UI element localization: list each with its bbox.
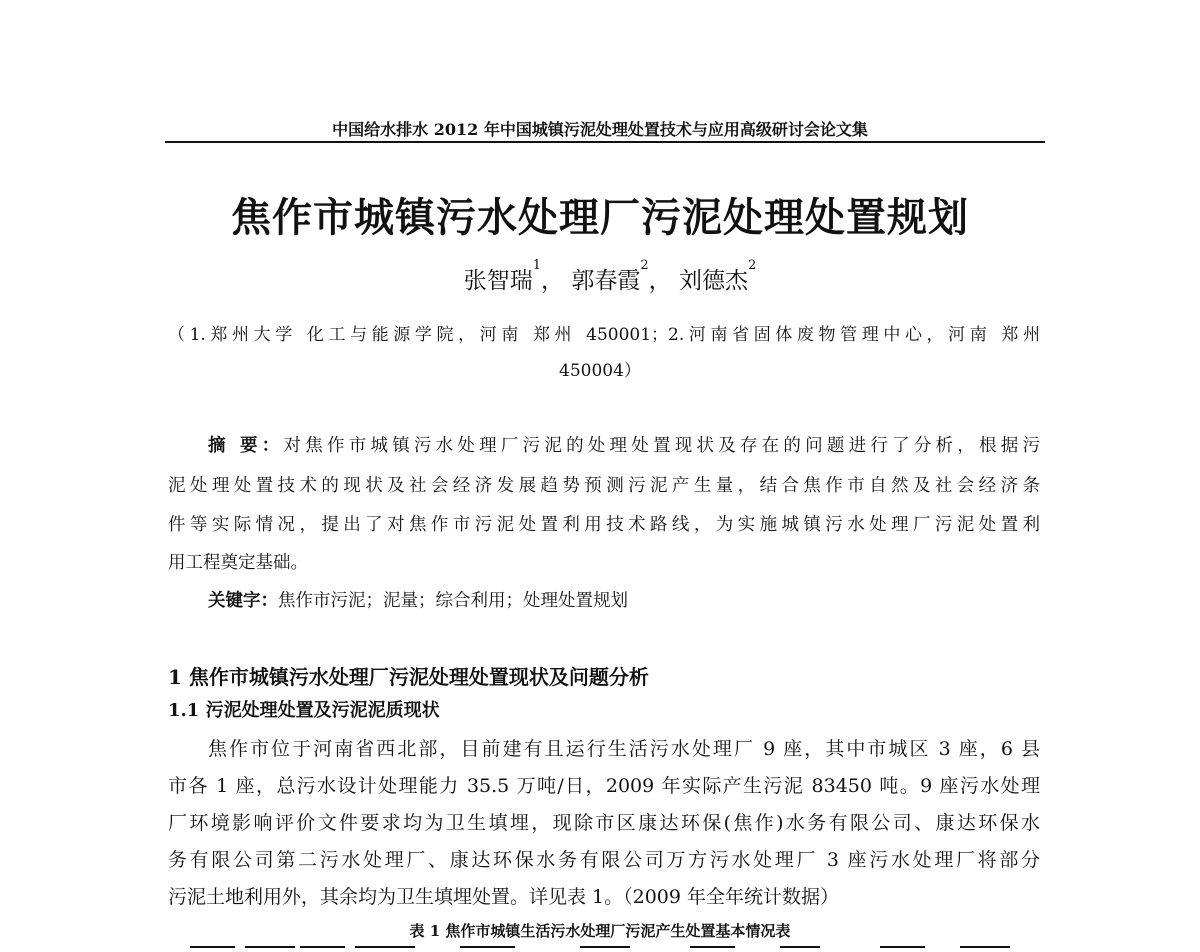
abstract-line (208, 432, 1040, 457)
author-name: 刘德杰 (678, 268, 748, 294)
author-name: 郭春霞 (571, 268, 641, 294)
author-separator: ， (541, 268, 565, 294)
running-header: 中国给水排水 2012 年中国城镇污泥处理处置技术与应用高级研讨会论文集 (332, 120, 868, 139)
body-line: 厂环境影响评价文件要求均为卫生填埋，现除市区康达环保(焦作)水务有限公司、康达环保水 (168, 812, 1040, 834)
keywords-text: 焦作市污泥；泥量；综合利用；处理处置规划 (278, 591, 628, 611)
table-top-rule (245, 946, 295, 948)
author-affiliation-mark: 2 (747, 258, 757, 273)
author-list (0, 258, 1200, 295)
abstract-text: 对焦作市城镇污水处理厂污泥的处理处置现状及存在的问题进行了分析，根据污 (283, 436, 1040, 456)
affiliation-line: 450004） (559, 361, 641, 381)
author-affiliation-mark: 1 (532, 258, 542, 273)
abstract-line: 泥处理处置技术的现状及社会经济发展趋势预测污泥产生量，结合焦作市自然及社会经济条 (168, 476, 1040, 496)
author-separator: ， (648, 268, 672, 294)
keywords-label: 关键字： (208, 591, 278, 611)
subsection-heading: 1.1 污泥处理处置及污泥泥质现状 (168, 700, 440, 721)
table-top-rule (690, 946, 735, 948)
table-caption: 表 1 焦作市城镇生活污水处理厂污泥产生处置基本情况表 (409, 922, 791, 940)
table-top-rule (960, 946, 1010, 948)
body-line: 市各 1 座，总污水设计处理能力 35.5 万吨/日，2009 年实际产生污泥 83450 吨。9 座污水处理 (168, 775, 1040, 797)
section-heading: 1 焦作市城镇污水处理厂污泥处理处置现状及问题分析 (168, 665, 649, 689)
abstract-line: 用工程奠定基础。 (168, 553, 308, 573)
abstract-label: 摘 要： (208, 436, 284, 456)
table-top-rule (580, 946, 630, 948)
affiliation-line: （1.郑州大学 化工与能源学院，河南 郑州 450001；2.河南省固体废物管理中心，河南 郑州 (168, 325, 1040, 345)
header-rule (165, 141, 1045, 143)
table-top-rule (190, 946, 235, 948)
table-top-rule (460, 946, 515, 948)
body-line: 务有限公司第二污水处理厂、康达环保水务有限公司万方污水处理厂 3 座污水处理厂将部分 (168, 849, 1040, 871)
table-top-rule (780, 946, 820, 948)
author-name: 张智瑞 (463, 268, 533, 294)
table-top-rule (880, 946, 925, 948)
abstract-line: 件等实际情况，提出了对焦作市污泥处置利用技术路线，为实施城镇污水处理厂污泥处置利 (168, 515, 1040, 535)
author-affiliation-mark: 2 (640, 258, 649, 273)
body-line: 污泥土地利用外，其余均为卫生填埋处置。详见表 1。（2009 年全年统计数据） (168, 886, 840, 908)
table-top-rule (300, 946, 345, 948)
paper-title: 焦作市城镇污水处理厂污泥处理处置规划 (231, 195, 969, 241)
body-line: 焦作市位于河南省西北部，目前建有且运行生活污水处理厂 9 座，其中市城区 3 座，6 县 (208, 738, 1040, 760)
keywords (208, 587, 1040, 612)
table-top-rule (355, 946, 415, 948)
